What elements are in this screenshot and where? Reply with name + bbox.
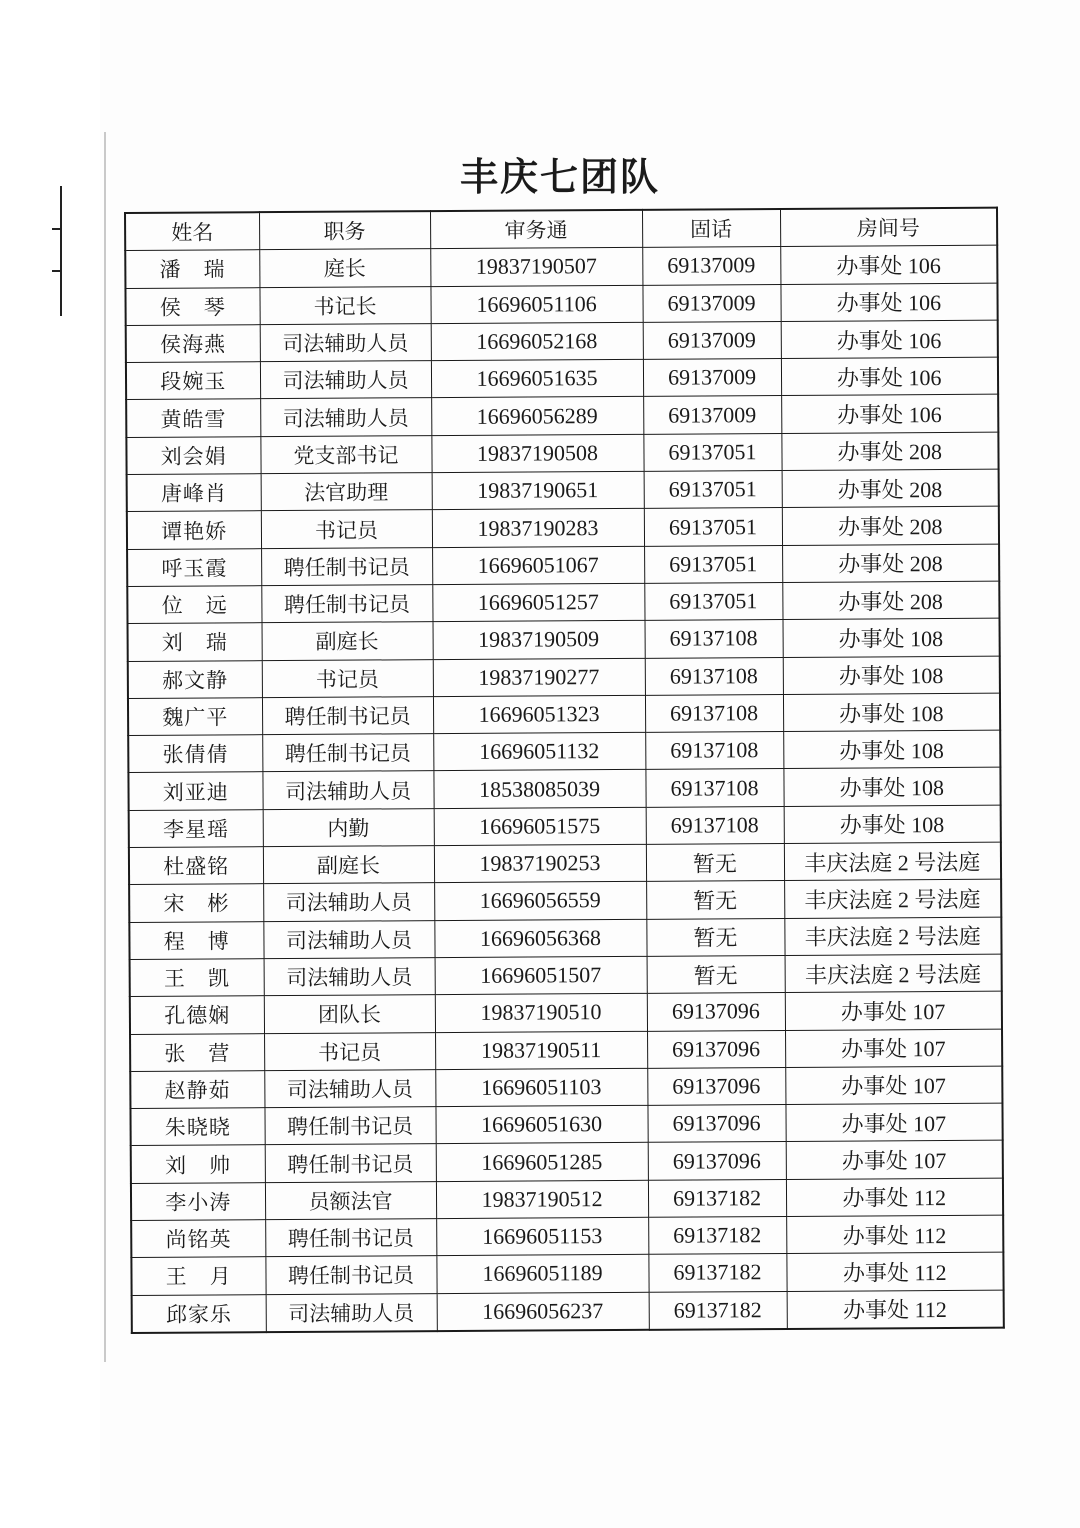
cell-name: 刘 帅 <box>131 1145 265 1183</box>
cell-landline: 暂无 <box>647 955 785 993</box>
cell-name: 侯海燕 <box>126 325 260 363</box>
table-row <box>127 581 999 624</box>
cell-name: 唐峰肖 <box>127 474 261 512</box>
cell-landline: 69137009 <box>643 359 781 397</box>
column-header-mobile: 审务通 <box>430 210 642 249</box>
cell-landline: 69137108 <box>645 620 783 658</box>
table-row <box>131 1178 1003 1221</box>
cell-name: 宋 彬 <box>129 884 263 922</box>
cell-name: 李星瑶 <box>129 809 263 847</box>
cell-mobile: 16696051106 <box>430 285 642 324</box>
cell-position: 司法辅助人员 <box>264 1069 435 1107</box>
cell-mobile: 16696051257 <box>432 583 644 622</box>
cell-room: 办事处 108 <box>783 768 1000 807</box>
cell-room: 办事处 106 <box>781 395 998 434</box>
table-row <box>132 1290 1004 1333</box>
cell-mobile: 19837190507 <box>430 248 642 287</box>
cell-position: 司法辅助人员 <box>262 771 433 809</box>
table-row <box>127 544 999 587</box>
cell-mobile: 19837190510 <box>435 994 647 1033</box>
cell-name: 张 营 <box>130 1033 264 1071</box>
cell-landline: 暂无 <box>646 881 784 919</box>
cell-name: 王 月 <box>131 1257 265 1295</box>
cell-mobile: 16696051635 <box>431 360 643 399</box>
cell-name: 郝文静 <box>128 660 262 698</box>
cell-mobile: 19837190253 <box>434 844 646 883</box>
cell-room: 办事处 107 <box>786 1141 1003 1180</box>
cell-mobile: 16696051189 <box>436 1255 648 1294</box>
cell-position: 员额法官 <box>265 1181 436 1219</box>
cell-name: 张倩倩 <box>128 735 262 773</box>
cell-mobile: 16696056559 <box>434 882 646 921</box>
cell-position: 党支部书记 <box>260 435 431 473</box>
cell-position: 司法辅助人员 <box>260 398 431 436</box>
cell-mobile: 19837190512 <box>436 1180 648 1219</box>
cell-position: 聘任制书记员 <box>262 696 433 734</box>
cell-name: 王 凯 <box>130 959 264 997</box>
cell-room: 办事处 208 <box>781 432 998 471</box>
contact-table <box>124 207 1005 1334</box>
table-row <box>125 283 997 326</box>
cell-name: 呼玉霞 <box>127 548 261 586</box>
cell-name: 侯 琴 <box>125 287 259 325</box>
cell-landline: 69137108 <box>645 769 783 807</box>
cell-mobile: 16696056237 <box>437 1292 649 1331</box>
cell-mobile: 19837190277 <box>433 658 645 697</box>
cell-room: 办事处 112 <box>786 1215 1003 1254</box>
cell-mobile: 16696052168 <box>431 322 643 361</box>
column-header-room: 房间号 <box>780 208 997 247</box>
cell-position: 书记员 <box>261 510 432 548</box>
cell-landline: 69137096 <box>647 1105 785 1143</box>
cell-landline: 69137096 <box>647 993 785 1031</box>
document-title: 丰庆七团队 <box>459 154 660 199</box>
cell-position: 聘任制书记员 <box>265 1219 436 1257</box>
cell-mobile: 19837190509 <box>433 621 645 660</box>
binding-clip-mark <box>52 186 62 316</box>
cell-landline: 69137051 <box>643 433 781 471</box>
cell-position: 副庭长 <box>263 846 434 884</box>
column-header-position: 职务 <box>259 211 430 250</box>
cell-room: 办事处 108 <box>784 805 1001 844</box>
cell-name: 魏广平 <box>128 698 262 736</box>
cell-landline: 69137096 <box>647 1030 785 1068</box>
cell-position: 书记员 <box>262 659 433 697</box>
cell-name: 孔德娴 <box>130 996 264 1034</box>
cell-mobile: 16696051323 <box>433 695 645 734</box>
table-row <box>129 917 1001 960</box>
table-row <box>131 1141 1003 1184</box>
table-row <box>125 245 997 288</box>
table-row <box>126 395 998 438</box>
cell-name: 刘会娟 <box>126 436 260 474</box>
cell-room: 办事处 208 <box>782 469 999 508</box>
cell-room: 丰庆法庭 2 号法庭 <box>784 842 1001 881</box>
table-row <box>131 1215 1003 1258</box>
cell-mobile: 16696051575 <box>434 807 646 846</box>
cell-room: 丰庆法庭 2 号法庭 <box>784 917 1001 956</box>
cell-room: 丰庆法庭 2 号法庭 <box>785 954 1002 993</box>
cell-name: 刘 瑞 <box>128 623 262 661</box>
cell-position: 司法辅助人员 <box>260 324 431 362</box>
cell-landline: 69137108 <box>645 657 783 695</box>
cell-name: 谭艳娇 <box>127 511 261 549</box>
cell-position: 司法辅助人员 <box>260 361 431 399</box>
table-row <box>130 954 1002 997</box>
cell-landline: 69137182 <box>648 1216 786 1254</box>
cell-landline: 暂无 <box>646 844 784 882</box>
cell-landline: 69137182 <box>648 1254 786 1292</box>
cell-mobile: 16696051103 <box>435 1068 647 1107</box>
cell-position: 聘任制书记员 <box>265 1256 436 1294</box>
cell-mobile: 19837190651 <box>432 471 644 510</box>
cell-mobile: 16696051630 <box>435 1105 647 1144</box>
page-edge-line <box>104 132 106 1362</box>
binding-clip-tick <box>52 228 60 230</box>
table-row <box>129 805 1001 848</box>
cell-position: 聘任制书记员 <box>261 547 432 585</box>
cell-room: 办事处 208 <box>782 581 999 620</box>
table-row <box>130 1103 1002 1146</box>
table-row <box>126 432 998 475</box>
cell-name: 杜盛铭 <box>129 847 263 885</box>
cell-position: 法官助理 <box>261 473 432 511</box>
cell-name: 邱家乐 <box>132 1294 266 1333</box>
table-header-row <box>125 208 997 251</box>
cell-room: 办事处 208 <box>782 507 999 546</box>
cell-name: 段婉玉 <box>126 362 260 400</box>
cell-mobile: 19837190511 <box>435 1031 647 1070</box>
table-row <box>128 730 1000 773</box>
cell-landline: 69137009 <box>642 247 780 285</box>
cell-position: 团队长 <box>264 995 435 1033</box>
cell-room: 办事处 108 <box>783 693 1000 732</box>
table-row <box>128 618 1000 661</box>
cell-landline: 69137096 <box>648 1142 786 1180</box>
cell-landline: 69137108 <box>645 732 783 770</box>
cell-position: 聘任制书记员 <box>264 1107 435 1145</box>
cell-landline: 69137108 <box>645 694 783 732</box>
cell-landline: 69137009 <box>643 321 781 359</box>
cell-landline: 69137009 <box>643 396 781 434</box>
column-header-landline: 固话 <box>642 209 780 248</box>
cell-position: 庭长 <box>259 249 430 287</box>
cell-name: 尚铭英 <box>131 1220 265 1258</box>
cell-room: 办事处 106 <box>780 283 997 322</box>
cell-room: 办事处 108 <box>783 618 1000 657</box>
cell-position: 书记长 <box>259 286 430 324</box>
table-row <box>130 991 1002 1034</box>
column-header-name: 姓名 <box>125 212 259 251</box>
table-row <box>128 656 1000 699</box>
cell-room: 办事处 112 <box>787 1290 1004 1329</box>
cell-position: 司法辅助人员 <box>263 883 434 921</box>
cell-name: 潘 瑞 <box>125 250 259 288</box>
cell-room: 丰庆法庭 2 号法庭 <box>784 879 1001 918</box>
table-row <box>126 320 998 363</box>
cell-name: 黄皓雪 <box>126 399 260 437</box>
cell-room: 办事处 112 <box>786 1178 1003 1217</box>
cell-room: 办事处 107 <box>785 1029 1002 1068</box>
cell-mobile: 16696051132 <box>433 732 645 771</box>
cell-room: 办事处 107 <box>785 1103 1002 1142</box>
table-row <box>129 842 1001 885</box>
cell-landline: 69137182 <box>648 1179 786 1217</box>
cell-landline: 69137096 <box>647 1067 785 1105</box>
cell-position: 聘任制书记员 <box>262 734 433 772</box>
table-row <box>128 768 1000 811</box>
cell-mobile: 19837190283 <box>432 509 644 548</box>
cell-landline: 69137051 <box>644 582 782 620</box>
cell-room: 办事处 108 <box>783 656 1000 695</box>
cell-mobile: 16696056368 <box>434 919 646 958</box>
table-row <box>126 357 998 400</box>
table-row <box>130 1029 1002 1072</box>
cell-position: 聘任制书记员 <box>261 585 432 623</box>
cell-name: 位 远 <box>127 586 261 624</box>
cell-name: 刘亚迪 <box>128 772 262 810</box>
table-row <box>131 1252 1003 1295</box>
cell-mobile: 16696051285 <box>436 1143 648 1182</box>
cell-position: 聘任制书记员 <box>265 1144 436 1182</box>
cell-room: 办事处 208 <box>782 544 999 583</box>
cell-room: 办事处 106 <box>781 357 998 396</box>
cell-position: 内勤 <box>263 808 434 846</box>
cell-room: 办事处 107 <box>785 991 1002 1030</box>
table-row <box>127 469 999 512</box>
cell-room: 办事处 108 <box>783 730 1000 769</box>
table-row <box>129 879 1001 922</box>
cell-name: 程 博 <box>129 921 263 959</box>
cell-position: 司法辅助人员 <box>263 920 434 958</box>
cell-mobile: 16696051067 <box>432 546 644 585</box>
binding-clip-tick <box>52 270 60 272</box>
cell-landline: 69137009 <box>642 284 780 322</box>
cell-mobile: 19837190508 <box>431 434 643 473</box>
cell-room: 办事处 112 <box>786 1252 1003 1291</box>
cell-position: 司法辅助人员 <box>266 1293 437 1332</box>
cell-landline: 暂无 <box>646 918 784 956</box>
cell-landline: 69137051 <box>644 545 782 583</box>
cell-landline: 69137108 <box>646 806 784 844</box>
cell-position: 副庭长 <box>262 622 433 660</box>
cell-mobile: 16696051507 <box>435 956 647 995</box>
table-row <box>130 1066 1002 1109</box>
cell-mobile: 18538085039 <box>433 770 645 809</box>
cell-landline: 69137051 <box>644 471 782 509</box>
cell-position: 书记员 <box>264 1032 435 1070</box>
cell-landline: 69137182 <box>649 1291 787 1330</box>
cell-name: 赵静茹 <box>130 1070 264 1108</box>
cell-mobile: 16696056289 <box>431 397 643 436</box>
cell-landline: 69137051 <box>644 508 782 546</box>
cell-mobile: 16696051153 <box>436 1217 648 1256</box>
cell-room: 办事处 106 <box>780 245 997 284</box>
cell-name: 李小涛 <box>131 1182 265 1220</box>
cell-position: 司法辅助人员 <box>264 958 435 996</box>
cell-name: 朱晓晓 <box>130 1108 264 1146</box>
table-row <box>128 693 1000 736</box>
cell-room: 办事处 107 <box>785 1066 1002 1105</box>
cell-room: 办事处 106 <box>781 320 998 359</box>
table-row <box>127 507 999 550</box>
table-body <box>125 245 1004 1332</box>
